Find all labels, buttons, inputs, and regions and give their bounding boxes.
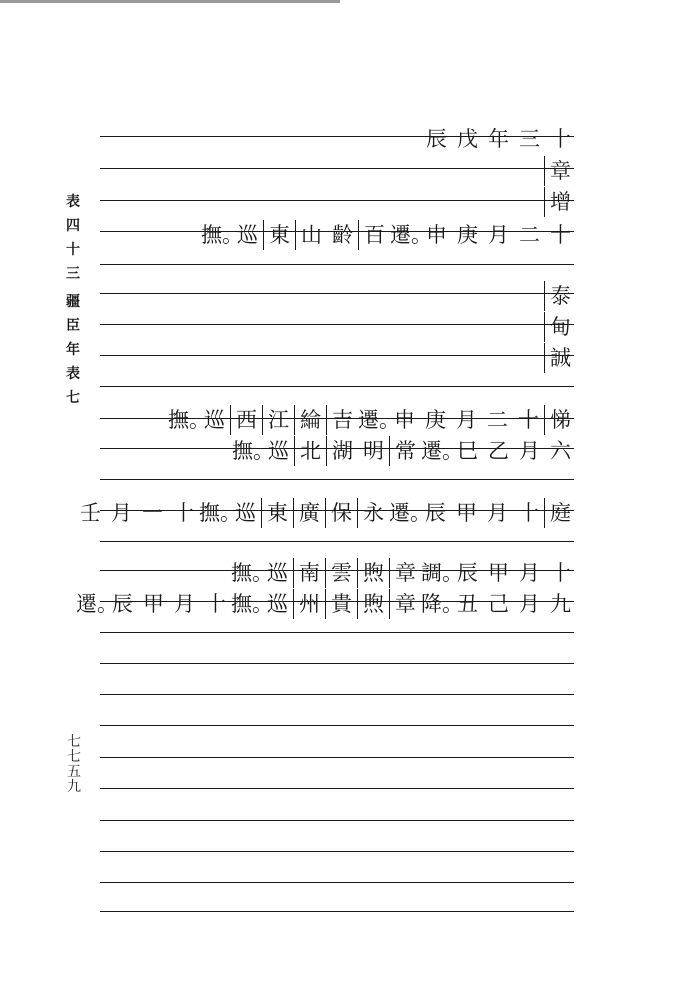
row-char: 十 (173, 501, 194, 525)
row-char: 明 (363, 439, 384, 463)
table-rule (100, 788, 574, 789)
row-char: 庚 (457, 223, 478, 247)
table-row (544, 343, 576, 373)
row-char: 月 (488, 223, 509, 247)
row-char: 十 (550, 127, 571, 151)
table-row (232, 436, 576, 466)
side-subtitle-char: 表 (66, 366, 80, 382)
row-char: 撫。 (201, 223, 243, 247)
row-char: 南 (293, 558, 325, 588)
side-subtitle-char: 七 (66, 390, 80, 406)
row-char: 遷。 (421, 439, 463, 463)
table-row (168, 405, 576, 435)
table-rule (100, 757, 574, 758)
row-char: 遷。 (76, 592, 118, 616)
table-row (544, 156, 576, 186)
side-title-char: 表 (66, 194, 80, 210)
row-char: 巡 (268, 439, 289, 463)
row-char: 州 (293, 589, 325, 619)
row-char: 巡 (267, 592, 288, 616)
side-subtitle-char: 年 (66, 342, 80, 358)
row-char: 章 (389, 589, 421, 619)
row-char: 遷。 (358, 408, 400, 432)
table-rule (100, 264, 574, 265)
side-title-char: 三 (66, 266, 80, 282)
page-number (64, 735, 84, 795)
row-char: 巡 (267, 561, 288, 585)
row-char: 巡 (235, 501, 256, 525)
row-char: 撫。 (231, 561, 273, 585)
row-char: 庚 (425, 408, 446, 432)
row-char: 甲 (488, 561, 509, 585)
row-char: 章 (389, 558, 421, 588)
row-char: 十 (518, 501, 539, 525)
table-rule (100, 386, 574, 387)
row-char: 悌 (544, 405, 576, 435)
table-row (201, 220, 576, 250)
row-char: 月 (519, 561, 540, 585)
table-rule (100, 541, 574, 542)
table-rule (100, 663, 574, 664)
table-rule (100, 851, 574, 852)
row-char: 九 (550, 592, 571, 616)
row-char: 丑 (457, 592, 478, 616)
table-row (421, 124, 576, 154)
row-char: 百 (358, 220, 390, 250)
page-number-char: 七 (67, 749, 81, 765)
row-char: 月 (519, 592, 540, 616)
table-rule (100, 725, 574, 726)
row-char: 增 (544, 187, 576, 217)
side-subtitle-char: 臣 (66, 318, 80, 334)
row-char: 調。 (421, 561, 463, 585)
row-char: 撫。 (232, 439, 274, 463)
row-char: 永 (357, 498, 389, 528)
row-char: 降。 (421, 592, 463, 616)
row-char: 月 (174, 592, 195, 616)
row-char: 甸 (544, 312, 576, 342)
row-char: 貴 (325, 589, 357, 619)
row-char: 月 (519, 439, 540, 463)
side-subtitle (62, 290, 84, 410)
row-char: 三 (519, 127, 540, 151)
row-char: 吉 (326, 405, 358, 435)
row-char: 十 (550, 561, 571, 585)
row-char: 辰 (425, 501, 446, 525)
row-char: 十 (550, 223, 571, 247)
row-char: 西 (230, 405, 262, 435)
row-char: 常 (389, 436, 421, 466)
side-title-char: 十 (66, 242, 80, 258)
row-char: 綸 (294, 405, 326, 435)
row-char: 月 (456, 408, 477, 432)
row-char: 江 (262, 405, 294, 435)
row-char: 撫。 (168, 408, 210, 432)
row-char: 東 (263, 220, 295, 250)
row-char: 庭 (544, 498, 576, 528)
side-subtitle-char: 疆 (66, 294, 80, 310)
row-char: 甲 (456, 501, 477, 525)
row-char: 撫。 (231, 592, 273, 616)
row-char: 二 (519, 223, 540, 247)
row-char: 撫。 (199, 501, 241, 525)
row-char: 湖 (326, 436, 358, 466)
row-char: 一 (142, 501, 163, 525)
row-char: 東 (261, 498, 293, 528)
table-rule (100, 694, 574, 695)
row-char: 辰 (112, 592, 133, 616)
row-char: 六 (550, 439, 571, 463)
table-rule (100, 632, 574, 633)
row-char: 壬 (80, 501, 101, 525)
row-char: 月 (487, 501, 508, 525)
row-char: 十 (205, 592, 226, 616)
row-char: 煦 (357, 589, 389, 619)
row-char: 年 (488, 127, 509, 151)
table-rule (100, 168, 574, 169)
row-char: 月 (111, 501, 132, 525)
side-title-char: 四 (66, 218, 80, 234)
table-row (75, 498, 576, 528)
row-char: 申 (426, 223, 447, 247)
row-char: 己 (488, 592, 509, 616)
row-char: 辰 (426, 127, 447, 151)
row-char: 巳 (457, 439, 478, 463)
table-row (76, 589, 576, 619)
row-char: 申 (394, 408, 415, 432)
row-char: 齡 (332, 223, 353, 247)
row-char: 遷。 (390, 223, 432, 247)
row-char: 保 (325, 498, 357, 528)
table-row (544, 312, 576, 342)
table-rule (100, 324, 574, 325)
page-number-char: 七 (67, 734, 81, 750)
row-char: 乙 (488, 439, 509, 463)
table-rule (100, 293, 574, 294)
row-char: 泰 (544, 281, 576, 311)
row-char: 誠 (544, 343, 576, 373)
table-rule (100, 200, 574, 201)
side-title (62, 190, 84, 286)
table-rule (100, 882, 574, 883)
row-char: 北 (294, 436, 326, 466)
row-char: 廣 (293, 498, 325, 528)
table-row (544, 281, 576, 311)
table-row (544, 187, 576, 217)
row-char: 煦 (357, 558, 389, 588)
row-char: 雲 (325, 558, 357, 588)
table-rule (100, 355, 574, 356)
row-char: 巡 (204, 408, 225, 432)
row-char: 章 (544, 156, 576, 186)
table-row (231, 558, 576, 588)
row-char: 二 (487, 408, 508, 432)
row-char: 遷。 (389, 501, 431, 525)
row-char: 甲 (143, 592, 164, 616)
row-char: 戊 (457, 127, 478, 151)
table-rule (100, 820, 574, 821)
row-char: 十 (518, 408, 539, 432)
page-number-char: 九 (67, 779, 81, 795)
page-number-char: 五 (67, 764, 81, 780)
row-char: 山 (295, 220, 327, 250)
table-rule (100, 479, 574, 480)
row-char: 辰 (457, 561, 478, 585)
row-char: 巡 (237, 223, 258, 247)
top-edge-bar (0, 0, 340, 3)
table-rule (100, 911, 574, 912)
